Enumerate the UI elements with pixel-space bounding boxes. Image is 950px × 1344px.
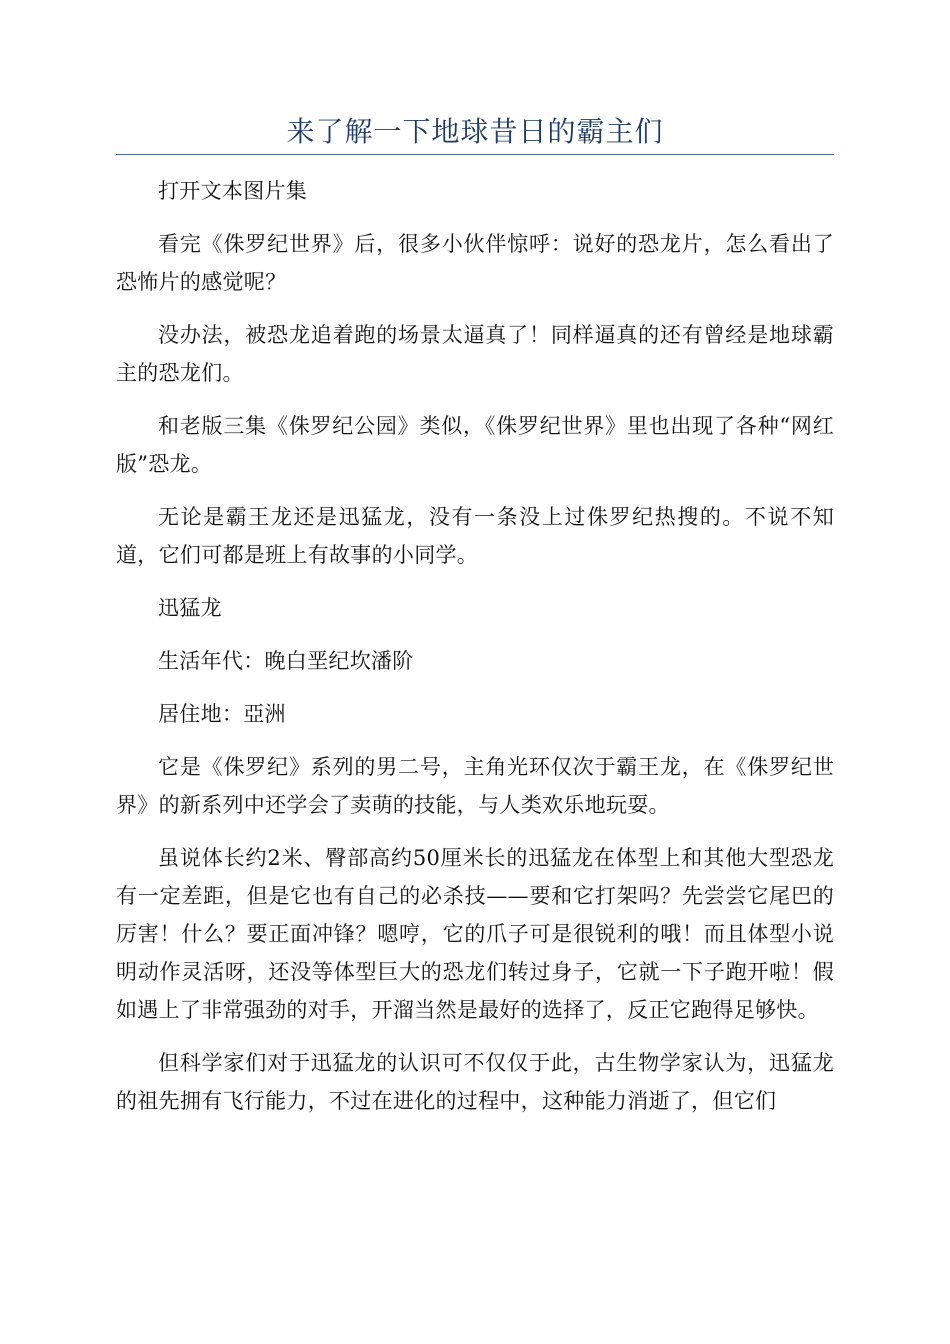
- paragraph-image-collection: 打开文本图片集: [158, 179, 308, 203]
- paragraph-realistic: 没办法，被恐龙追着跑的场景太逼真了！同样逼真的还有曾经是地球霸主的恐龙们。: [116, 323, 834, 385]
- paragraph-role: 它是《侏罗纪》系列的男二号，主角光环仅次于霸王龙，在《侏罗纪世界》的新系列中还学会了卖萌的技能，与人类欢乐地玩耍。: [116, 755, 834, 817]
- paragraph-era: 生活年代：晚白垩纪坎潘阶: [158, 649, 414, 673]
- paragraph-intro: 看完《侏罗纪世界》后，很多小伙伴惊呼：说好的恐龙片，怎么看出了恐怖片的感觉呢？: [116, 232, 834, 294]
- paragraph-habitat: 居住地：亞洲: [158, 702, 286, 726]
- paragraph-trending: 无论是霸王龙还是迅猛龙，没有一条没上过侏罗纪热搜的。不说不知道，它们可都是班上有故事的小同学。: [116, 505, 834, 567]
- paragraph-science: 但科学家们对于迅猛龙的认识可不仅仅于此，古生物学家认为，迅猛龙的祖先拥有飞行能力，不过在进化的过程中，这种能力消逝了，但它们: [116, 1051, 834, 1113]
- paragraph-size-skills: 虽说体长约2米、臀部高约50厘米长的迅猛龙在体型上和其他大型恐龙有一定差距，但是它也有自己的必杀技——要和它打架吗？先尝尝它尾巴的厉害！什么？要正面冲锋？嗯哼，它的爪子可是很锐利的哦！而且体型小说明动作灵活呀，还没等体型巨大的恐龙们转过身子，它就一下子跑开啦！假如遇上了非常强劲的对手，开溜当然是最好的选择了，反正它跑得足够快。: [116, 846, 834, 1022]
- document-body: [116, 172, 834, 1135]
- paragraph-similar: 和老版三集《侏罗纪公园》类似，《侏罗纪世界》里也出现了各种“网红版”恐龙。: [116, 414, 834, 476]
- document-title: 来了解一下地球昔日的霸主们: [286, 115, 664, 148]
- section-heading-velociraptor: 迅猛龙: [158, 596, 222, 620]
- title-underline: [116, 154, 834, 155]
